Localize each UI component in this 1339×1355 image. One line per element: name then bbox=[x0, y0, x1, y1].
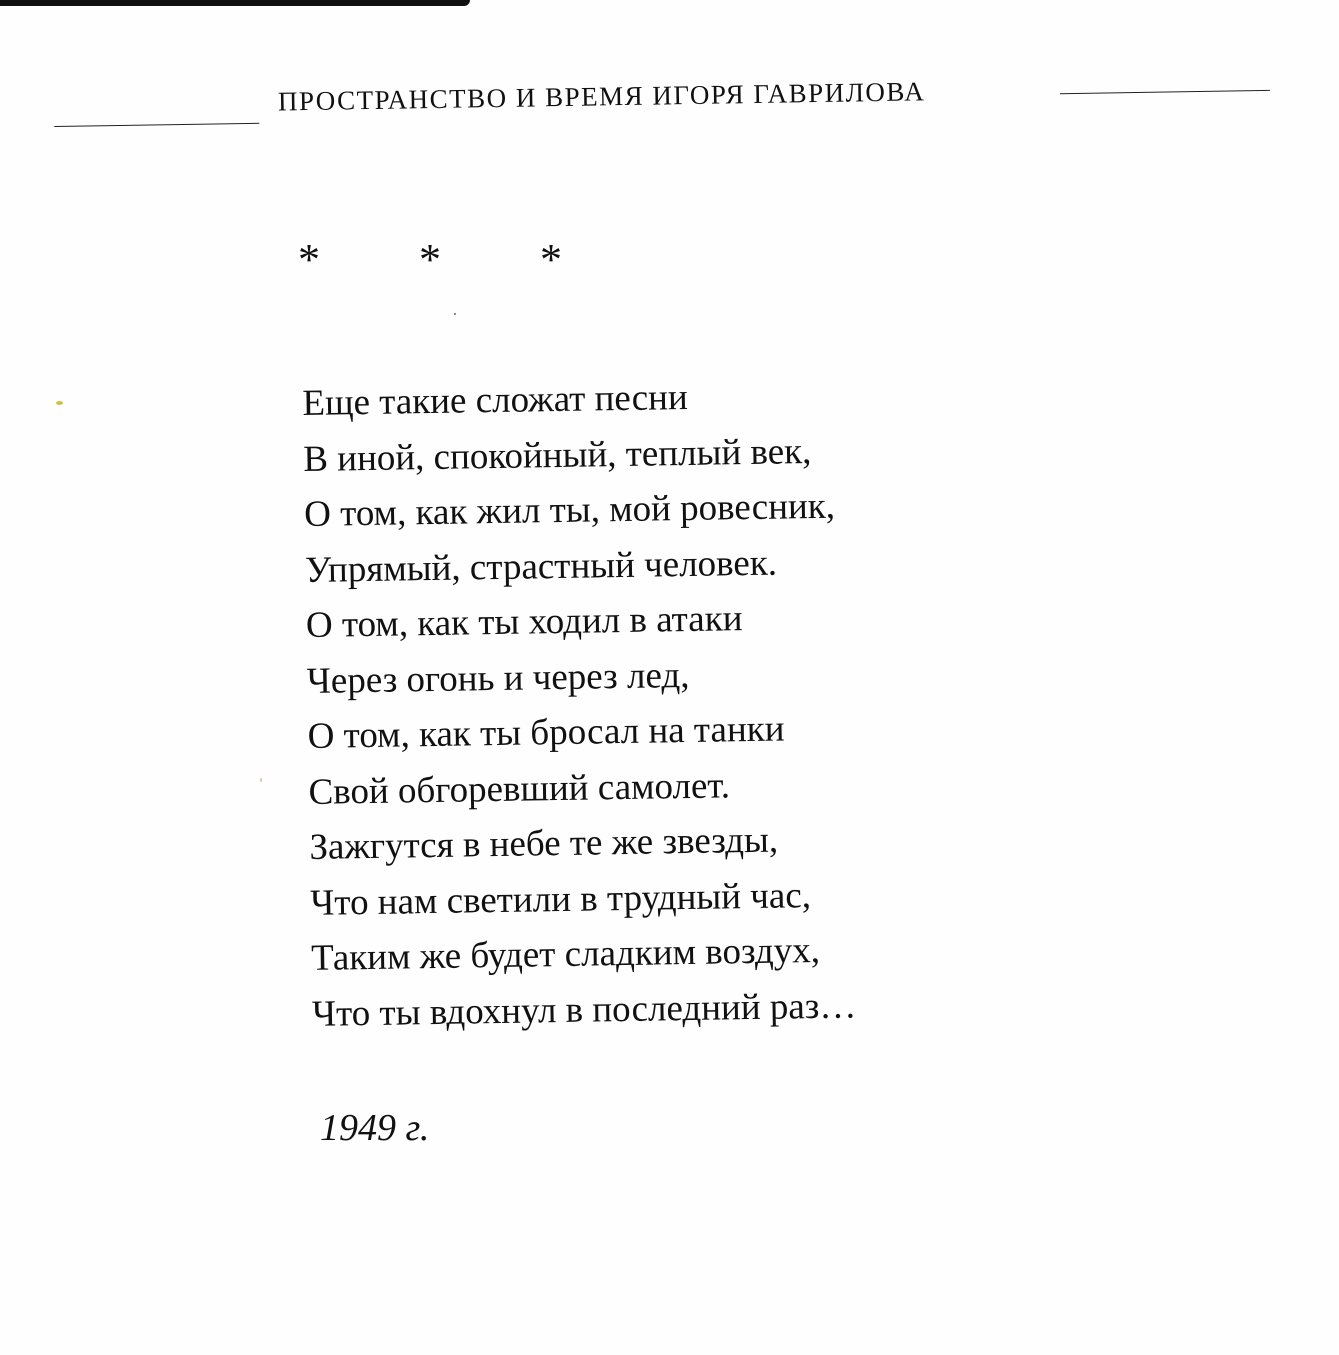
poem-line: О том, как ты бросал на танки bbox=[307, 708, 785, 757]
poem-date: 1949 г. bbox=[320, 1107, 430, 1149]
poem-line: Еще такие сложат песни bbox=[302, 376, 689, 424]
paper-speck bbox=[454, 313, 456, 315]
running-head-left-rule bbox=[54, 123, 259, 127]
poem-line: Что ты вдохнул в последний раз… bbox=[311, 984, 857, 1035]
paper-speck bbox=[260, 778, 262, 782]
running-head-title: ПРОСТРАНСТВО И ВРЕМЯ ИГОРЯ ГАВРИЛОВА bbox=[277, 76, 926, 117]
poem-line: Упрямый, страстный человек. bbox=[304, 542, 778, 591]
poem-line: Что нам светили в трудный час, bbox=[309, 874, 812, 924]
poem-line: В иной, спокойный, теплый век, bbox=[302, 430, 812, 480]
poem-line: Таким же будет сладким воздух, bbox=[310, 929, 821, 979]
poem-separator: * * * bbox=[298, 235, 606, 284]
running-head-right-rule bbox=[1060, 90, 1270, 94]
poem-line: Свой обгоревший самолет. bbox=[308, 764, 731, 813]
poem-line: О том, как жил ты, мой ровесник, bbox=[303, 485, 836, 535]
poem-line: О том, как ты ходил в атаки bbox=[305, 598, 743, 646]
poem-line: Зажгутся в небе те же звезды, bbox=[309, 819, 779, 868]
poem-body bbox=[302, 365, 1032, 1042]
paper-speck bbox=[56, 401, 63, 405]
poem-line: Через огонь и через лед, bbox=[306, 654, 690, 702]
scan-edge-shadow bbox=[0, 0, 470, 6]
running-head bbox=[54, 67, 1271, 130]
